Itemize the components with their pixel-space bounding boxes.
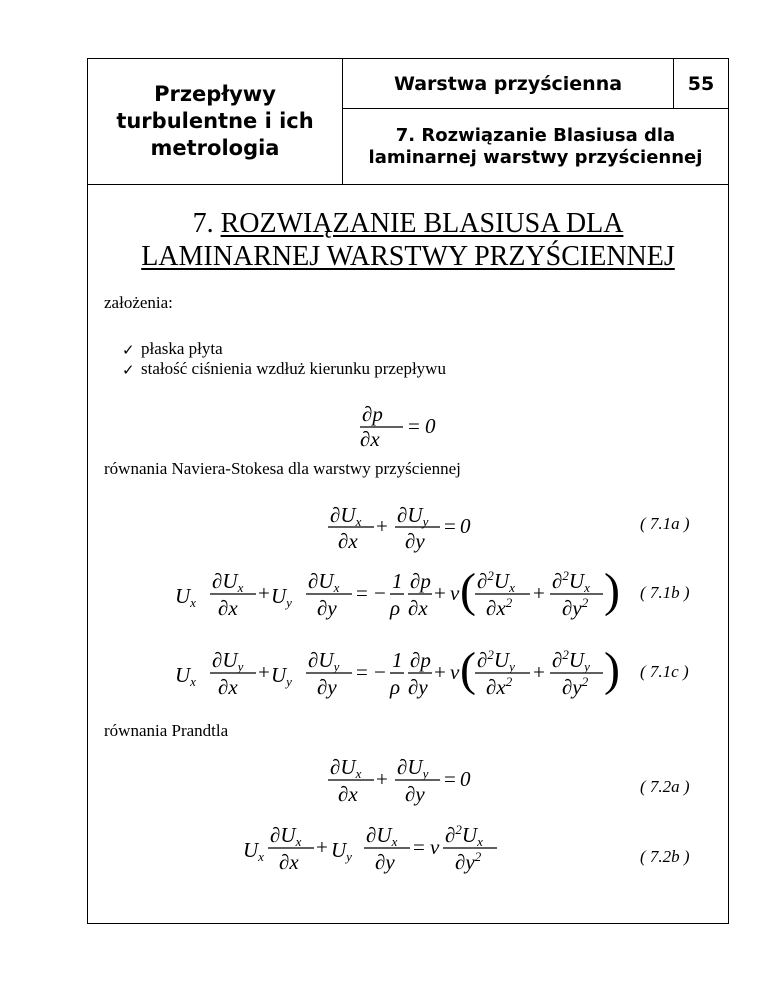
svg-text:Ux: Ux xyxy=(243,838,264,864)
svg-text:∂Ux: ∂Ux xyxy=(270,823,302,849)
equation-7-2b xyxy=(243,822,497,874)
svg-text:+: + xyxy=(434,660,446,684)
equation-label-7-2b: ( 7.2b ) xyxy=(640,847,690,866)
svg-text:∂2Ux: ∂$^2$Ux xyxy=(552,568,590,595)
svg-text:ρ: ρ xyxy=(390,675,401,699)
svg-text:∂x: ∂x xyxy=(338,529,358,553)
svg-text:∂Ux: ∂Ux xyxy=(308,569,340,595)
svg-text:=: = xyxy=(413,835,425,859)
svg-text:∂y: ∂y xyxy=(317,675,337,699)
header-chapter: 7. Rozwiązanie Blasiusa dla laminarnej warstwy przyściennej xyxy=(368,124,703,168)
svg-text:=: = xyxy=(408,414,420,438)
svg-text:+: + xyxy=(533,581,545,605)
svg-text:0: 0 xyxy=(460,514,471,538)
svg-text:∂y: ∂y xyxy=(405,782,425,806)
svg-text:=: = xyxy=(444,767,456,791)
svg-text:−: − xyxy=(374,660,386,684)
left-paren: ( xyxy=(460,643,476,696)
svg-text:Uy: Uy xyxy=(271,584,292,610)
svg-text:∂Uy: ∂Uy xyxy=(212,648,244,674)
svg-text:∂p: ∂p xyxy=(410,648,431,672)
svg-text:+: + xyxy=(258,581,270,605)
svg-text:∂x2: $\partial x^2$ xyxy=(486,595,513,620)
svg-text:+: + xyxy=(316,835,328,859)
equation-label-7-1c: ( 7.1c ) xyxy=(640,662,689,681)
svg-text:−: − xyxy=(374,581,386,605)
svg-text:Ux: Ux xyxy=(175,584,196,610)
svg-text:∂Uy: ∂Uy xyxy=(397,503,429,529)
svg-text:∂x: ∂x xyxy=(218,596,238,620)
svg-text:∂x: ∂x xyxy=(279,850,299,874)
svg-text:+: + xyxy=(376,514,388,538)
right-paren: ) xyxy=(604,643,620,696)
svg-text:ν: ν xyxy=(430,835,440,859)
assumption-item: stałość ciśnienia wzdłuż kierunku przepływu xyxy=(141,359,446,378)
check-icon: ✓ xyxy=(122,341,135,359)
svg-text:∂2Uy: ∂$^2$Uy xyxy=(477,647,515,674)
svg-text:+: + xyxy=(258,660,270,684)
equation-label-7-1a: ( 7.1a ) xyxy=(640,514,690,533)
left-paren: ( xyxy=(460,564,476,617)
chapter-title-line2: LAMINARNEJ WARSTWY PRZYŚCIENNEJ xyxy=(141,241,675,272)
svg-text:Uy: Uy xyxy=(271,663,292,689)
equation-label-7-1b: ( 7.1b ) xyxy=(640,583,690,602)
svg-text:∂x: ∂x xyxy=(218,675,238,699)
svg-text:ρ: ρ xyxy=(390,596,401,620)
svg-text:∂2Ux: ∂$^2$Ux xyxy=(445,822,483,849)
svg-text:∂Ux: ∂Ux xyxy=(330,755,362,781)
chapter-number: 7. xyxy=(192,208,214,239)
svg-text:0: 0 xyxy=(425,414,436,438)
svg-text:+: + xyxy=(434,581,446,605)
equation-7-1c xyxy=(175,643,620,699)
svg-text:=: = xyxy=(356,581,368,605)
svg-text:1: 1 xyxy=(392,648,403,672)
prandtl-label: równania Prandtla xyxy=(104,721,229,740)
header-page-number: 55 xyxy=(674,59,728,109)
svg-text:ν: ν xyxy=(450,581,460,605)
equation-label-7-2a: ( 7.2a ) xyxy=(640,777,690,796)
chapter-title-line1: ROZWIĄZANIE BLASIUSA DLA xyxy=(220,208,624,239)
equation-7-2a xyxy=(328,755,471,806)
svg-text:∂p: ∂p xyxy=(362,402,383,426)
svg-text:∂Uy: ∂Uy xyxy=(397,755,429,781)
equation-7-1a xyxy=(328,503,471,553)
navier-stokes-label: równania Naviera-Stokesa dla warstwy przyściennej xyxy=(104,459,461,478)
assumptions-label: założenia: xyxy=(104,293,173,312)
svg-text:∂y2: $\partial y^2$ xyxy=(562,595,589,620)
svg-text:∂2Ux: ∂$^2$Ux xyxy=(477,568,515,595)
svg-text:∂p: ∂p xyxy=(410,569,431,593)
svg-text:+: + xyxy=(533,660,545,684)
svg-text:∂2Uy: ∂$^2$Uy xyxy=(552,647,590,674)
svg-text:∂Ux: ∂Ux xyxy=(212,569,244,595)
svg-text:=: = xyxy=(444,514,456,538)
assumption-item: płaska płyta xyxy=(141,339,223,358)
svg-text:∂y2: $\partial y^2$ xyxy=(455,849,482,874)
svg-text:∂Ux: ∂Ux xyxy=(330,503,362,529)
svg-text:∂x: ∂x xyxy=(338,782,358,806)
equation-7-1b xyxy=(175,564,620,620)
svg-text:0: 0 xyxy=(460,767,471,791)
header-subject: Przepływy turbulentne i ich metrologia xyxy=(88,59,343,184)
svg-text:∂y: ∂y xyxy=(375,850,395,874)
svg-text:=: = xyxy=(356,660,368,684)
svg-text:Ux: Ux xyxy=(175,663,196,689)
svg-text:∂x: ∂x xyxy=(360,427,380,451)
svg-text:∂Ux: ∂Ux xyxy=(366,823,398,849)
check-icon: ✓ xyxy=(122,361,135,379)
svg-text:+: + xyxy=(376,767,388,791)
svg-text:∂y: ∂y xyxy=(405,529,425,553)
svg-text:Uy: Uy xyxy=(331,838,352,864)
right-paren: ) xyxy=(604,564,620,617)
svg-text:∂y: ∂y xyxy=(317,596,337,620)
svg-text:∂Uy: ∂Uy xyxy=(308,648,340,674)
svg-text:ν: ν xyxy=(450,660,460,684)
svg-text:1: 1 xyxy=(392,569,403,593)
header-section: Warstwa przyścienna xyxy=(343,59,674,109)
equation-pressure xyxy=(360,402,436,451)
svg-text:∂x2: $\partial x^2$ xyxy=(486,674,513,699)
svg-text:∂y: ∂y xyxy=(408,675,428,699)
svg-text:∂y2: $\partial y^2$ xyxy=(562,674,589,699)
svg-text:∂x: ∂x xyxy=(408,596,428,620)
